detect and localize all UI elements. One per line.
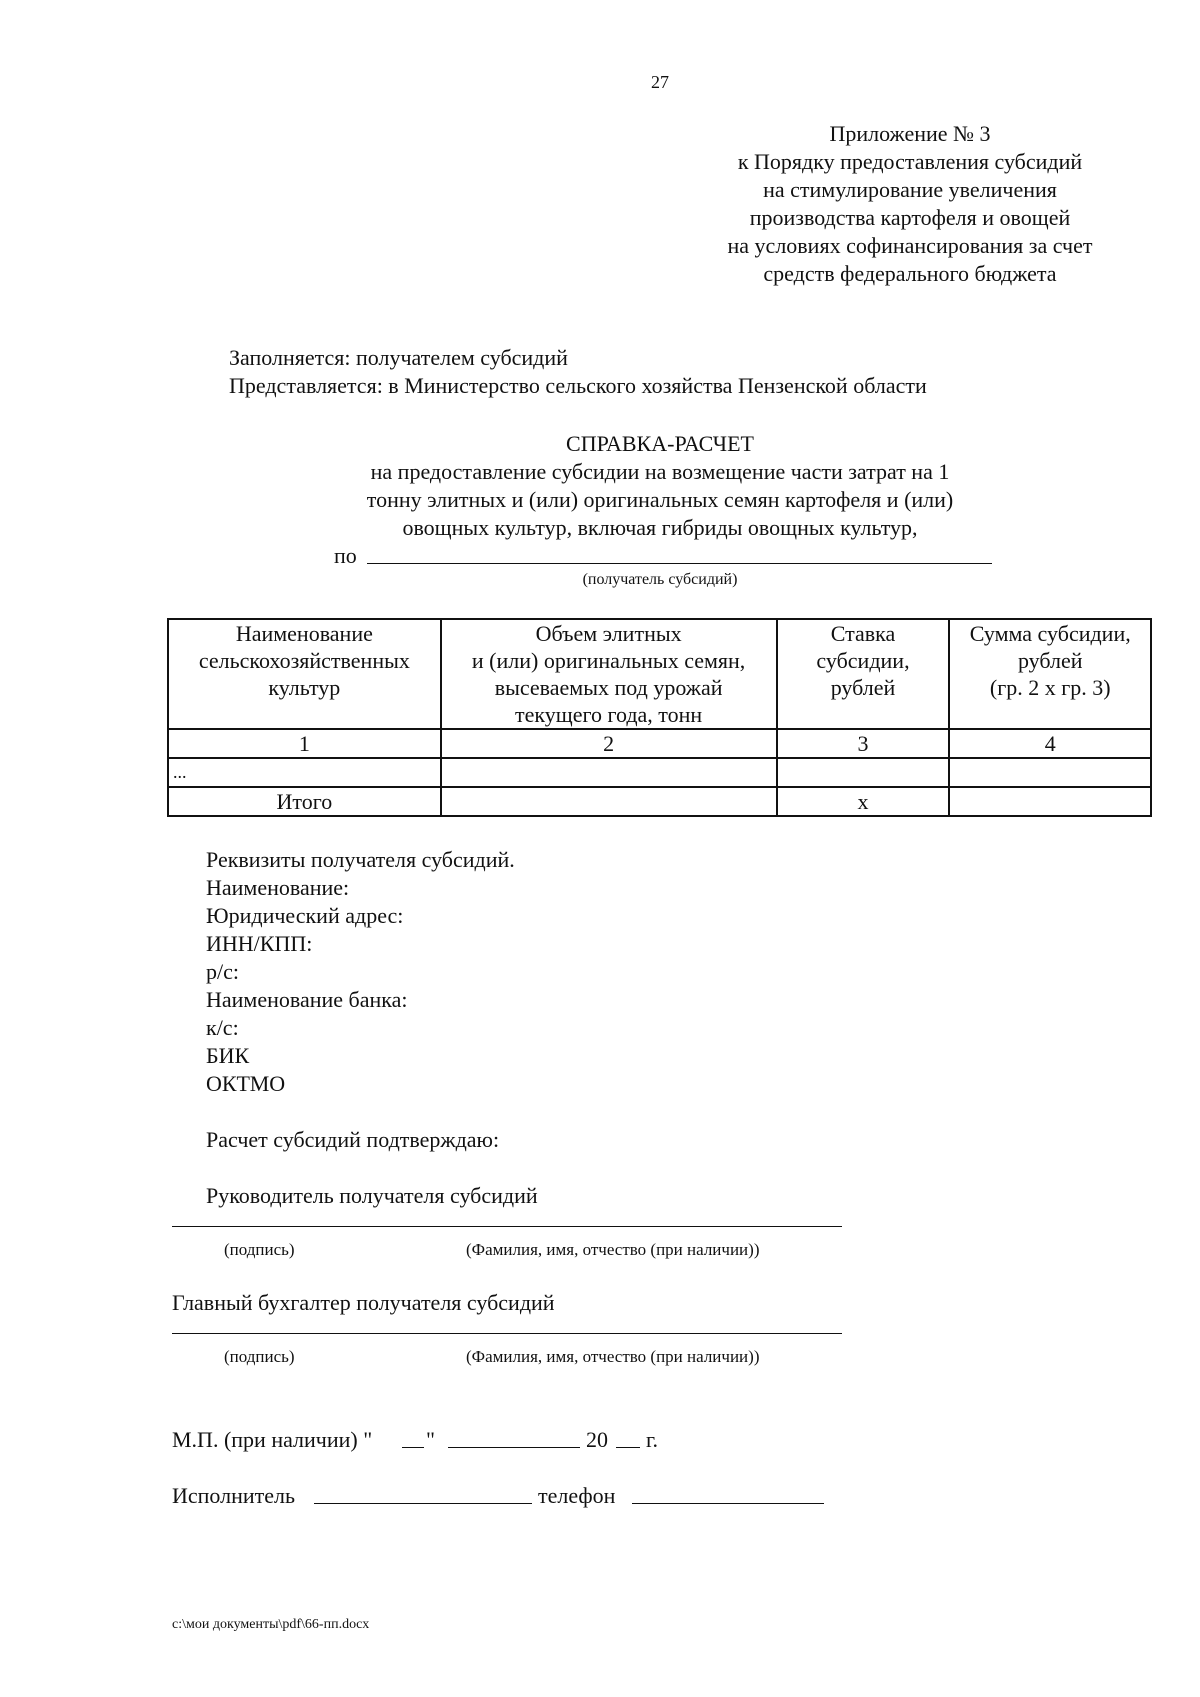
filled-by: Заполняется: получателем субсидий <box>229 345 568 370</box>
subtitle-line: на предоставление субсидии на возмещение части затрат на 1 <box>370 459 950 484</box>
table-cell[interactable] <box>949 787 1151 816</box>
details-item: р/с: <box>206 959 239 984</box>
appendix-line: Приложение № 3 <box>829 121 991 146</box>
column-number: 4 <box>949 729 1151 758</box>
total-row <box>168 787 1151 816</box>
stamp-quote-close: " <box>426 1427 435 1452</box>
table-row <box>168 758 1151 787</box>
appendix-line: к Порядку предоставления субсидий <box>737 149 1083 174</box>
appendix-line: средств федерального бюджета <box>763 261 1057 286</box>
phone-blank[interactable] <box>632 1503 824 1504</box>
table-cell[interactable] <box>441 758 777 787</box>
head-signature-title: Руководитель получателя субсидий <box>206 1183 538 1208</box>
footer-file-path: c:\мои документы\pdf\66-пп.docx <box>172 1617 370 1632</box>
table-cell[interactable] <box>777 758 950 787</box>
column-number: 1 <box>168 729 441 758</box>
subtitle-line: овощных культур, включая гибриды овощных культур, <box>402 515 918 540</box>
head-sign-caption: (подпись) <box>224 1240 295 1259</box>
recipient-underline[interactable] <box>367 563 992 564</box>
day-blank[interactable] <box>402 1447 424 1448</box>
executor-label: Исполнитель <box>172 1483 296 1508</box>
executor-blank[interactable] <box>314 1503 532 1504</box>
confirm-text: Расчет субсидий подтверждаю: <box>206 1127 500 1152</box>
document-title-block <box>300 430 1020 590</box>
phone-label: телефон <box>538 1483 616 1508</box>
year-suffix: г. <box>646 1427 659 1452</box>
header-seed-volume: Объем элитных и (или) оригинальных семян, высеваемых под урожай текущего года, тонн <box>441 619 777 729</box>
details-title: Реквизиты получателя субсидий. <box>206 847 515 872</box>
recipient-caption: (получатель субсидий) <box>582 571 738 588</box>
appendix-line: на стимулирование увеличения <box>763 177 1057 202</box>
header-subsidy-sum: Сумма субсидии, рублей (гр. 2 х гр. 3) <box>949 619 1151 729</box>
recipient-prefix: по <box>334 543 357 568</box>
details-item: ОКТМО <box>206 1071 286 1096</box>
header-crop-name: Наименование сельскохозяйственных культур <box>168 619 441 729</box>
stamp-prefix: М.П. (при наличии) " <box>172 1427 373 1452</box>
column-number-row <box>168 729 1151 758</box>
month-blank[interactable] <box>448 1447 580 1448</box>
document-title: СПРАВКА-РАСЧЕТ <box>566 431 754 456</box>
table-cell[interactable] <box>949 758 1151 787</box>
details-item: Наименование: <box>206 875 350 900</box>
header-subsidy-rate: Ставка субсидии, рублей <box>777 619 950 729</box>
column-number: 2 <box>441 729 777 758</box>
appendix-line: на условиях софинансирования за счет <box>727 233 1093 258</box>
head-name-caption: (Фамилия, имя, отчество (при наличии)) <box>466 1240 760 1259</box>
submitted-to: Представляется: в Министерство сельского хозяйства Пензенской области <box>229 373 927 398</box>
stamp-date-line <box>172 1426 872 1456</box>
details-item: БИК <box>206 1043 250 1068</box>
total-rate: x <box>777 787 950 816</box>
appendix-header <box>700 120 1120 288</box>
executor-line <box>172 1482 872 1512</box>
head-signature-line[interactable] <box>172 1226 842 1227</box>
table-cell[interactable]: ... <box>168 758 441 787</box>
year-blank[interactable] <box>616 1447 640 1448</box>
details-item: Наименование банка: <box>206 987 408 1012</box>
table-header-row <box>168 619 1151 729</box>
fill-info <box>229 344 927 400</box>
accountant-name-caption: (Фамилия, имя, отчество (при наличии)) <box>466 1347 760 1366</box>
accountant-sign-caption: (подпись) <box>224 1347 295 1366</box>
year-prefix: 20 <box>586 1427 608 1452</box>
details-item: ИНН/КПП: <box>206 931 313 956</box>
subsidy-table <box>167 618 1152 817</box>
subtitle-line: тонну элитных и (или) оригинальных семян картофеля и (или) <box>366 487 954 512</box>
recipient-line <box>300 542 1020 570</box>
total-label: Итого <box>168 787 441 816</box>
table-cell[interactable] <box>441 787 777 816</box>
recipient-details <box>206 846 515 1098</box>
accountant-signature-line[interactable] <box>172 1333 842 1334</box>
column-number: 3 <box>777 729 950 758</box>
appendix-line: производства картофеля и овощей <box>749 205 1071 230</box>
details-item: к/с: <box>206 1015 239 1040</box>
page-number: 27 <box>651 72 669 92</box>
details-item: Юридический адрес: <box>206 903 404 928</box>
accountant-signature-title: Главный бухгалтер получателя субсидий <box>172 1290 555 1315</box>
